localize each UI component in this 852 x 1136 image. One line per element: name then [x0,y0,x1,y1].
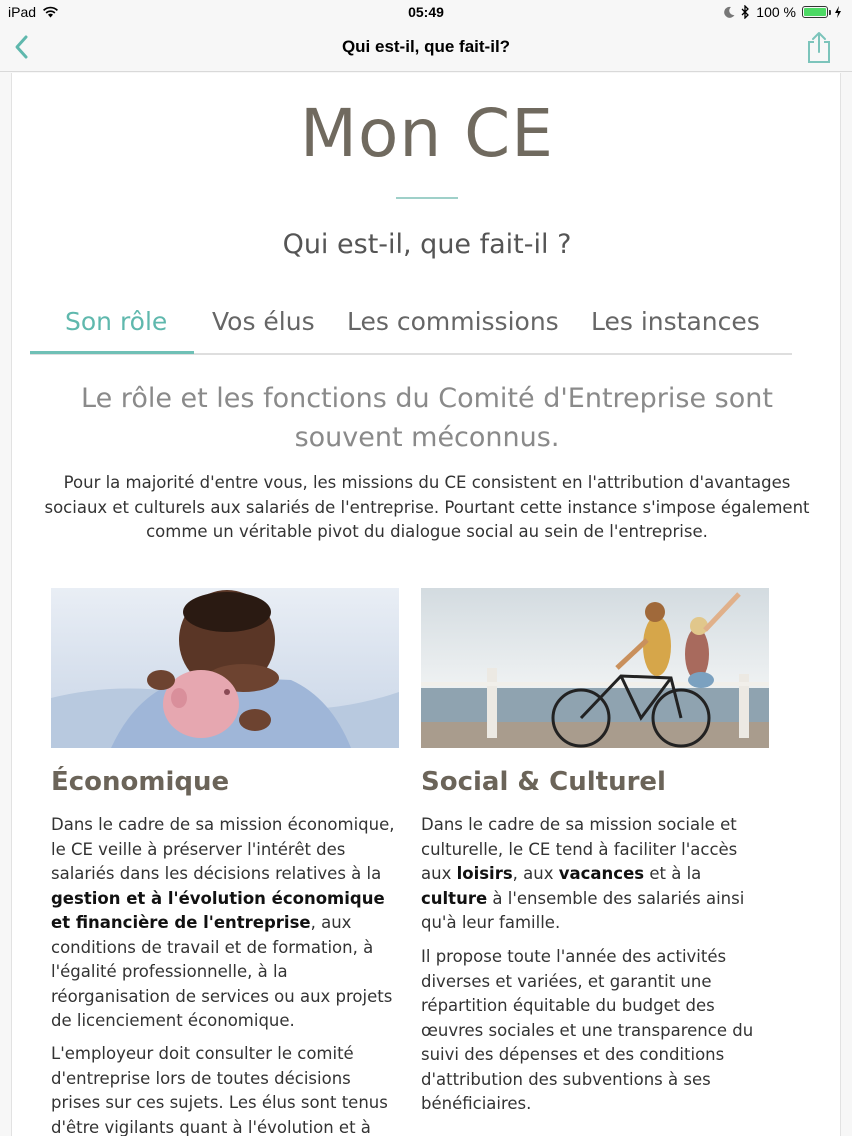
nav-title: Qui est-il, que fait-il? [341,37,511,56]
share-icon[interactable] [806,30,832,64]
status-time: 05:49 [408,4,444,20]
social-image [421,588,769,748]
social-p1-text-a: Dans le cadre de sa mission sociale et culturelle, le CE tend à faciliter l'accès aux [421,815,738,883]
social-paragraph-2: Il propose toute l'année des activités diverses et variées, et garantit une répartition équitable du budget des œuvres sociales et une transparence du suivi des dépenses et des conditions d'attribution des subventions à ses bénéficiaires. [421,947,754,1113]
social-title: Social & Culturel [421,767,666,797]
social-p1-text-d: à l'ensemble des salariés ainsi qu'à leur famille. [421,888,745,932]
page-title: Mon CE [300,95,554,172]
tab-les-commissions[interactable]: Les commissions [347,307,559,336]
battery-level [804,8,826,16]
bluetooth-icon [741,5,750,19]
page-subtitle: Qui est-il, que fait-il ? [282,229,572,260]
social-p1-bold-vacances: vacances [558,864,645,883]
economique-paragraph-1 [51,813,399,1034]
active-tab-indicator [30,351,194,354]
social-p1-text-c: et à la [644,864,702,883]
economique-image [51,588,399,748]
social-p1-text-b: , aux [512,864,559,883]
friends-bicycle-image [421,588,769,748]
tab-les-instances[interactable]: Les instances [591,307,760,336]
device-label: iPad [8,4,37,20]
tab-bar [30,303,792,355]
title-divider [396,197,458,199]
battery-icon [802,6,828,18]
moon-icon [724,6,735,18]
status-right [724,4,842,20]
child-piggy-bank-image [51,588,399,748]
social-p1-bold-culture: culture [421,888,488,908]
tab-son-role[interactable]: Son rôle [65,307,168,336]
economique-paragraph-2: L'employeur doit consulter le comité d'entreprise lors de toutes décisions prises sur ces sujets. Les élus sont tenus d'être vigilants quant à l'évolution et à [51,1044,388,1136]
social-p1-bold-loisirs: loisirs [456,864,513,883]
navigation-bar [0,24,852,72]
lead-text: Le rôle et les fonctions du Comité d'Entreprise sont souvent méconnus. [81,383,773,453]
social-paragraph-1 [421,813,769,936]
status-bar [0,0,852,24]
battery-percent: 100 % [756,4,796,20]
content-area [11,73,841,1136]
economique-p1-text: Dans le cadre de sa mission économique, le CE veille à préserver l'intérêt des salariés dans les décisions relatives à la [51,815,395,883]
intro-text: Pour la majorité d'entre vous, les missions du CE consistent en l'attribution d'avantages sociaux et culturels aux salariés de l'entreprise. Pourtant cette instance s'impose également comme un véritable pivot du dialogue social au sein de l'entreprise. [44,473,810,541]
economique-p1-bold: gestion et à l'évolution économique et financière de l'entreprise [51,888,385,932]
tab-vos-elus[interactable]: Vos élus [212,307,315,336]
economique-p1-text-end: , aux conditions de travail et de formation, à l'égalité professionnelle, à la réorganisation de services ou aux projets de licenciement économique. [51,913,393,1030]
economique-title: Économique [51,767,230,797]
charging-icon [834,6,842,18]
